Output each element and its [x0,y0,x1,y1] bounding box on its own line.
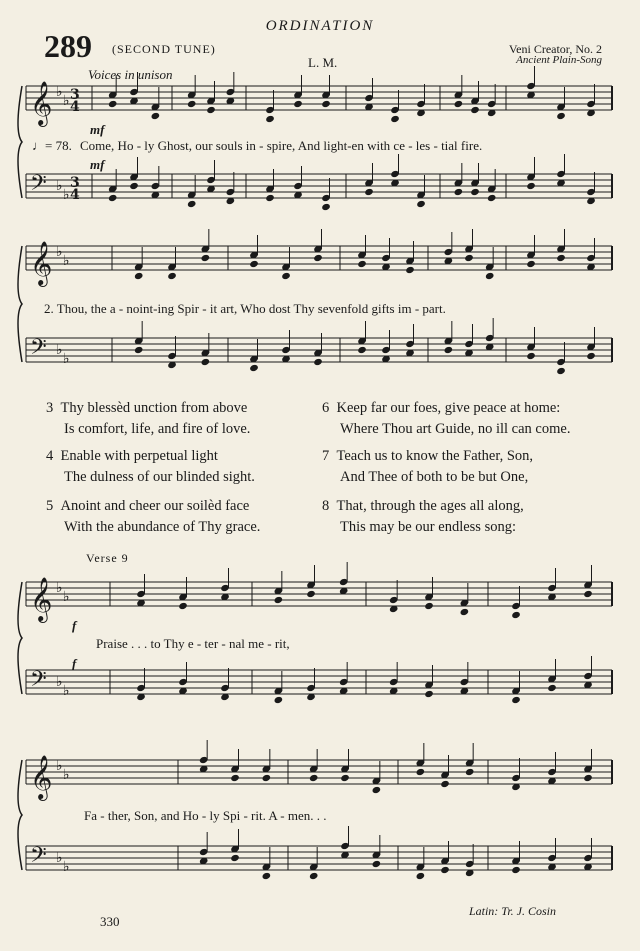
attribution: Latin: Tr. J. Cosin [468,904,556,918]
note-head [274,596,284,604]
note-head [556,367,566,375]
treble-clef-icon: 𝄞 [30,241,53,285]
stanza-7: 7 Teach us to know the Father, Son, And Thee of both to be but One, [322,448,534,485]
note-head [187,100,197,108]
note-head [465,768,475,776]
flat-icon: ♭ [63,767,70,783]
note-head [586,352,596,360]
note-head [262,872,272,880]
note-head [372,786,382,794]
note-head [281,272,291,280]
metronome-mark: ♩= 78. [32,138,72,153]
flat-icon: ♭ [56,580,63,596]
note-head [556,254,566,262]
note-head [108,100,118,108]
flat-icon: ♭ [63,589,70,605]
dynamic-f-treble: f [72,618,77,633]
note-head [340,774,350,782]
note-head [293,100,303,108]
note-head [306,590,316,598]
treble-clef-icon: 𝄞 [30,755,53,799]
section-title: ORDINATION [265,18,375,34]
note-head [485,272,495,280]
note-head [357,260,367,268]
note-head [526,260,536,268]
note-head [321,203,331,211]
flat-icon: ♭ [56,178,63,194]
brace [18,86,22,198]
meter: L. M. [308,55,338,70]
dynamic-f-bass: f [72,656,77,671]
note-head [274,696,284,704]
bass-clef-icon: 𝄢 [30,171,47,201]
time-signature-bottom: 4 [70,99,80,115]
flat-icon: ♭ [63,683,70,699]
note-head [511,866,521,874]
note-head [424,602,434,610]
flat-icon: ♭ [56,244,63,260]
flat-icon: ♭ [63,93,70,109]
note-head [487,194,497,202]
flat-icon: ♭ [56,674,63,690]
note-head [249,364,259,372]
note-head [583,590,593,598]
note-head [201,254,211,262]
tune-source: Ancient Plain-Song [516,54,602,66]
note-head [167,272,177,280]
note-head [454,188,464,196]
note-head [526,182,536,190]
bass-clef-icon: 𝄢 [30,843,47,873]
note-head [372,860,382,868]
bass-clef-icon: 𝄢 [30,667,47,697]
note-head [470,106,480,114]
flat-icon: ♭ [56,850,63,866]
note-head [321,100,331,108]
note-head [405,266,415,274]
flat-icon: ♭ [63,351,70,367]
note-head [390,115,400,123]
page-number: 330 [100,914,120,929]
time-signature-top: 3 [70,87,80,103]
quarter-note-icon: ♩ [32,138,45,153]
note-head [416,872,426,880]
note-head [440,866,450,874]
flat-icon: ♭ [56,342,63,358]
note-head [313,254,323,262]
note-head [444,346,454,354]
treble-clef-icon: 𝄞 [30,81,53,125]
verse9-lyrics-line1: Praise . . . to Thy e - ter - nal me - rit, [96,636,290,651]
note-head [309,872,319,880]
note-head [464,254,474,262]
note-head [511,611,521,619]
flat-icon: ♭ [63,253,70,269]
flat-icon: ♭ [63,187,70,203]
hymn-number: 289 [44,28,92,64]
note-head [187,200,197,208]
note-head [230,774,240,782]
time-signature-bottom: 4 [70,187,80,203]
dynamic-mf-bass: mf [90,157,105,172]
note-head [178,602,188,610]
tune-label: (SECOND TUNE) [112,42,216,56]
note-head [249,260,259,268]
treble-clef-icon: 𝄞 [30,577,53,621]
note-head [262,774,272,782]
note-head [265,115,275,123]
stanza-4: 4 Enable with perpetual light The dulness of our blinded sight. [46,448,255,485]
note-head [134,272,144,280]
note-head [440,780,450,788]
note-head [454,100,464,108]
note-head [556,112,566,120]
bass-clef-icon: 𝄢 [30,335,47,365]
note-head [201,358,211,366]
note-head [424,690,434,698]
verse9-lyrics-line2: Fa - ther, Son, and Ho - ly Spi - rit. A - men. . . [84,808,327,823]
note-head [364,188,374,196]
note-head [583,774,593,782]
note-head [416,768,426,776]
time-signature-top: 3 [70,175,80,191]
brace [18,246,22,362]
flat-icon: ♭ [56,84,63,100]
brace [18,760,22,870]
note-head [416,200,426,208]
note-head [206,106,216,114]
flat-icon: ♭ [56,758,63,774]
dynamic-mf-treble: mf [90,122,105,137]
note-head [511,696,521,704]
flat-icon: ♭ [63,859,70,875]
note-head [134,346,144,354]
note-head [151,112,161,120]
verse2-lyrics: 2. Thou, the a - noint-ing Spir - it art, Who dost Thy sevenfold gifts im - part. [44,301,446,316]
note-head [460,608,470,616]
stanza-3: 3 Thy blessèd unction from above Is comfort, life, and fire of love. [46,400,251,437]
note-head [547,684,557,692]
verse9-label: Verse 9 [86,551,129,565]
note-head [313,358,323,366]
note-head [309,774,319,782]
note-head [357,346,367,354]
note-head [265,194,275,202]
note-head [129,182,139,190]
brace [18,582,22,694]
note-head [470,188,480,196]
performance-direction: Voices in unison [88,67,173,82]
note-head [108,194,118,202]
stanza-5: 5 Anoint and cheer our soilèd face With the abundance of Thy grace. [46,498,261,535]
note-head [526,352,536,360]
stanza-6: 6 Keep far our foes, give peace at home: Where Thou art Guide, no ill can come. [322,400,571,437]
note-head [230,854,240,862]
stanza-8: 8 That, through the ages all along, This may be our endless song: [322,498,524,535]
tune-name: Veni Creator, No. 2 [508,42,602,56]
verse1-lyrics: Come, Ho - ly Ghost, our souls in - spire, And light-en with ce - les - tial fire. [80,138,483,153]
